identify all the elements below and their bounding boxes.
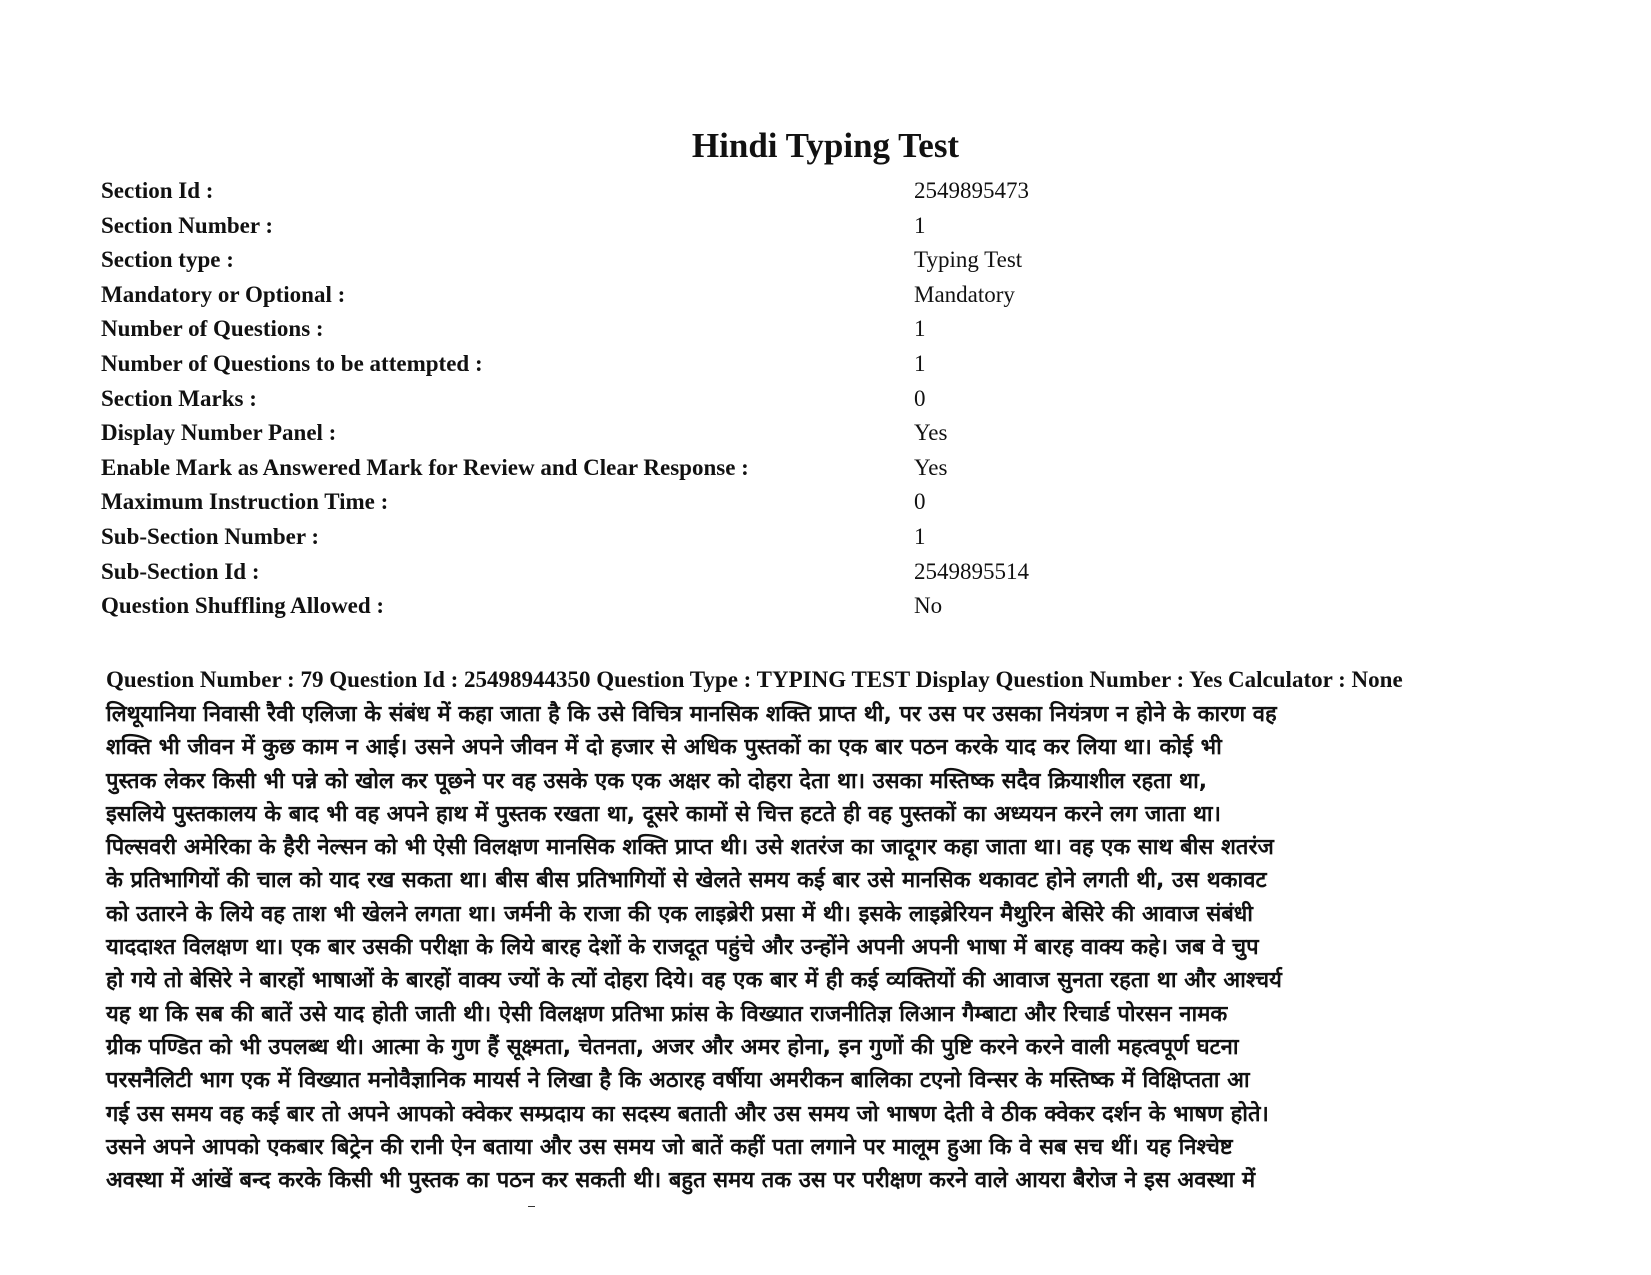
info-value: Yes	[914, 420, 948, 446]
info-value: No	[914, 593, 943, 619]
info-label: Sub-Section Number :	[101, 523, 320, 549]
info-label: Section Number :	[101, 212, 274, 238]
info-label: Section Marks :	[101, 385, 257, 411]
info-label: Sub-Section Id :	[101, 558, 260, 584]
info-value: 0	[914, 489, 926, 515]
info-label: Display Number Panel :	[101, 420, 337, 446]
info-row-number-of-questions	[101, 312, 1101, 347]
passage-line: गई उस समय वह कई बार तो अपने आपको क्वेकर सम्प्रदाय का सदस्य बताती और उस समय जो भाषण देती वे ठीक क्वेकर दर्शन के भाषण होते।	[106, 1101, 1269, 1127]
passage-line: पिल्सवरी अमेरिका के हैरी नेल्सन को भी ऐसी विलक्षण मानसिक शक्ति प्राप्त थी। उसे शतरंज का जादूगर कहा जाता था। वह एक साथ बीस शतरंज	[106, 835, 1274, 861]
info-row-display-number-panel	[101, 416, 1101, 451]
passage-line: लिथूयानिया निवासी रैवी एलिजा के संबंध में कहा जाता है कि उसे विचित्र मानसिक शक्ति प्राप्त थी, पर उस पर उसका नियंत्रण न होने के कारण वह	[106, 702, 1277, 727]
info-row-section-id	[101, 174, 1101, 209]
info-value: 0	[914, 385, 926, 411]
info-label: Mandatory or Optional :	[101, 281, 346, 307]
info-row-question-shuffling	[101, 589, 1101, 624]
passage-line: पुस्तक लेकर किसी भी पन्ने को खोल कर पूछने पर वह उसके एक एक अक्षर को दोहरा देता था। उसका मस्तिष्क सदैव क्रियाशील रहता था,	[106, 768, 1208, 794]
info-label: Number of Questions :	[101, 316, 324, 342]
info-label: Enable Mark as Answered Mark for Review and Clear Response :	[101, 454, 749, 480]
info-row-section-marks	[101, 382, 1101, 417]
info-row-sub-section-number	[101, 520, 1101, 555]
passage-line: हो गये तो बेसिरे ने बारहों भाषाओं के बारहों वाक्य ज्यों के त्यों दोहरा दिये। वह एक बार में ही कई व्यक्तियों की आवाज सुनता रहता था और आश्चर्य	[106, 968, 1282, 994]
info-label: Section type :	[101, 247, 234, 273]
info-value: Mandatory	[914, 281, 1015, 307]
info-value: Yes	[914, 454, 948, 480]
passage-line: ग्रीक पण्डित को भी उपलब्ध थी। आत्मा के गुण हैं सूक्ष्मता, चेतनता, अजर और अमर होना, इन गुणों की पुष्टि करने करने वाली महत्वपूर्ण घटना	[106, 1034, 1239, 1060]
info-row-section-type	[101, 243, 1101, 278]
info-value: 2549895514	[914, 558, 1029, 584]
passage-line: को उतारने के लिये वह ताश भी खेलने लगता था। जर्मनी के राजा की एक लाइब्रेरी प्रसा में थी। इसके लाइब्रेरियन मैथुरिन बेसिरे की आवाज संबंधी	[106, 901, 1254, 927]
info-label: Question Shuffling Allowed :	[101, 593, 385, 619]
info-value: 1	[914, 212, 926, 238]
info-value: 1	[914, 523, 926, 549]
info-row-sub-section-id	[101, 555, 1101, 590]
info-row-max-instruction-time	[101, 485, 1101, 520]
info-value: Typing Test	[914, 247, 1023, 273]
passage-line: शक्ति भी जीवन में कुछ काम न आई। उसने अपने जीवन में दो हजार से अधिक पुस्तकों का एक बार पठन करके याद कर लिया था। कोई भी	[106, 735, 1222, 761]
page-title: Hindi Typing Test	[691, 126, 960, 165]
passage-line: परसनैलिटी भाग एक में विख्यात मनोवैज्ञानिक मायर्स ने लिखा है कि अठारह वर्षीया अमरीकन बालिका टएनो विन्सर के मस्तिष्क में विक्षिप्तता आ	[106, 1068, 1250, 1094]
info-row-enable-mark-answered	[101, 451, 1101, 486]
stray-dash-mark	[528, 1206, 535, 1207]
question-passage	[106, 698, 1606, 1197]
passage-line: यह था कि सब की बातें उसे याद होती जाती थी। ऐसी विलक्षण प्रतिभा फ्रांस के विख्यात राजनीतिज्ञ लिआन गैम्बाटा और रिचार्ड पोरसन नामक	[106, 1001, 1228, 1027]
passage-line: उसने अपने आपको एकबार बिट्रेन की रानी ऐन बताया और उस समय जो बातें कहीं पता लगाने पर मालूम हुआ कि वे सब सच थीं। यह निश्चेष्ट	[106, 1134, 1233, 1160]
info-value: 1	[914, 316, 926, 342]
info-row-mandatory	[101, 278, 1101, 313]
passage-line: याददाश्त विलक्षण था। एक बार उसकी परीक्षा के लिये बारह देशों के राजदूत पहुंचे और उन्होंने अपनी अपनी भाषा में बारह वाक्य कहे। जब वे चुप	[106, 935, 1259, 961]
passage-line: अवस्था में आंखें बन्द करके किसी भी पुस्तक का पठन कर सकती थी। बहुत समय तक उस पर परीक्षण करने वाले आयरा बैरोज ने इस अवस्था में	[106, 1168, 1256, 1194]
question-header: Question Number : 79 Question Id : 25498944350 Question Type : TYPING TEST Display Question Number : Yes Calculator : None	[106, 667, 1403, 692]
passage-line: के प्रतिभागियों की चाल को याद रख सकता था। बीस बीस प्रतिभागियों से खेलते समय कई बार उसे मानसिक थकावट होने लगती थी, उस थकावट	[106, 868, 1267, 894]
info-label: Number of Questions to be attempted :	[101, 350, 483, 376]
section-info-table	[101, 174, 1101, 624]
info-row-section-number	[101, 209, 1101, 244]
passage-line: इसलिये पुस्तकालय के बाद भी वह अपने हाथ में पुस्तक रखता था, दूसरे कामों से चित्त हटते ही वह पुस्तकों का अध्ययन करने लग जाता था।	[106, 801, 1221, 827]
info-value: 2549895473	[914, 178, 1029, 203]
info-label: Maximum Instruction Time :	[101, 489, 389, 515]
info-row-questions-to-attempt	[101, 347, 1101, 382]
info-value: 1	[914, 350, 926, 376]
info-label: Section Id :	[101, 178, 214, 203]
